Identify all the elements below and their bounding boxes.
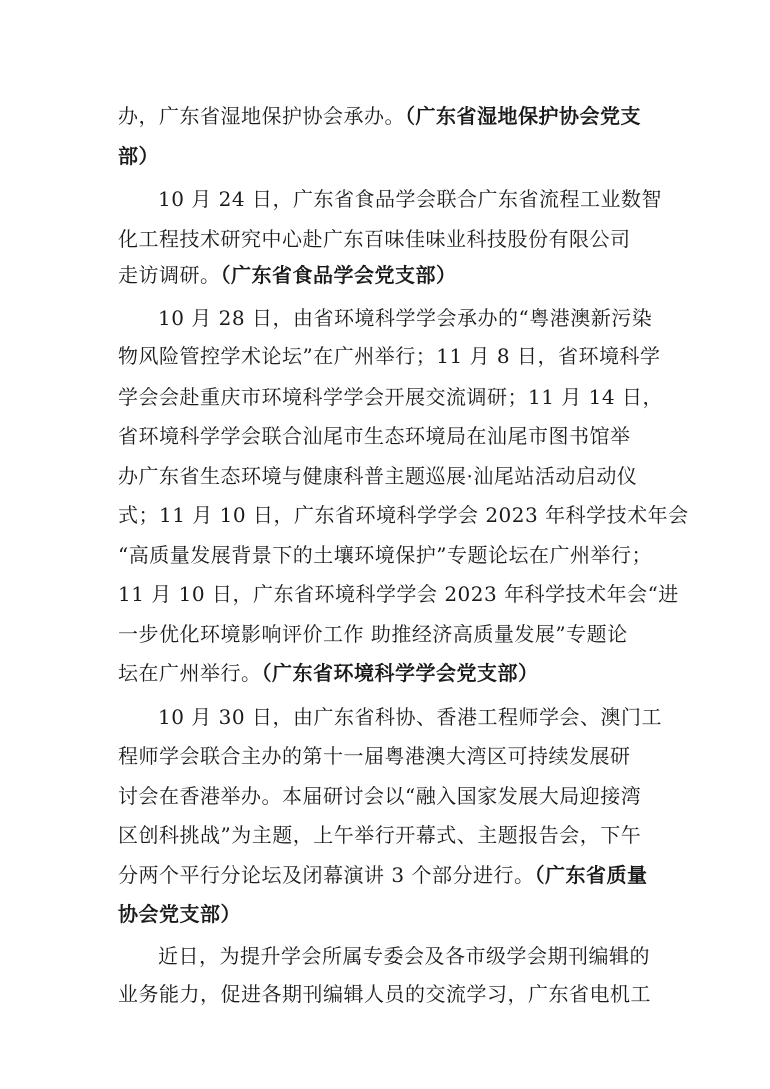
text-line: 省环境科学学会联合汕尾市生态环境局在汕尾市图书馆举 <box>118 424 631 448</box>
text-line: 学会会赴重庆市环境科学学会开展交流调研；11 月 14 日， <box>118 385 663 409</box>
source-note: 协会党支部） <box>118 902 241 926</box>
source-note: （广东省质量 <box>534 863 648 887</box>
text-line: 11 月 10 日，广东省环境科学学会 2023 年科学技术年会“进 <box>118 582 679 606</box>
text-line: 10 月 30 日，由广东省科协、香港工程师学会、澳门工 <box>158 705 662 729</box>
text-line: 走访调研。（广东省食品学会党支部） <box>118 263 457 287</box>
source-note: （广东省食品学会党支部） <box>220 263 457 287</box>
text-line: 坛在广州举行。（广东省环境科学学会党支部） <box>118 661 539 685</box>
source-note: （广东省环境科学学会党支部） <box>261 661 539 685</box>
text-line: 10 月 28 日，由省环境科学学会承办的“粤港澳新污染 <box>158 306 653 330</box>
text-line: 式；11 月 10 日，广东省环境科学学会 2023 年科学技术年会 <box>118 503 689 527</box>
text-line: 办，广东省湿地保护协会承办。（广东省湿地保护协会党支 <box>118 104 641 128</box>
source-note: 部） <box>118 144 159 168</box>
text-line: 区创科挑战”为主题，上午举行开幕式、主题报告会，下午 <box>118 823 642 847</box>
text-line: 10 月 24 日，广东省食品学会联合广东省流程工业数智 <box>158 187 662 211</box>
text-line: 办广东省生态环境与健康科普主题巡展·汕尾站活动启动仪 <box>118 464 638 488</box>
source-note: （广东省湿地保护协会党支 <box>405 104 641 128</box>
text-line <box>118 143 159 169</box>
text-line <box>118 901 241 927</box>
text-line: 讨会在香港举办。本届研讨会以“融入国家发展大局迎接湾 <box>118 784 642 808</box>
text-line: 化工程技术研究中心赴广东百味佳味业科技股份有限公司 <box>118 227 631 251</box>
text-line: 物风险管控学术论坛”在广州举行；11 月 8 日，省环境科学 <box>118 344 661 368</box>
text-line: 程师学会联合主办的第十一届粤港澳大湾区可持续发展研 <box>118 744 631 768</box>
text-line: “高质量发展背景下的土壤环境保护”专题论坛在广州举行； <box>118 543 652 567</box>
text-line: 业务能力，促进各期刊编辑人员的交流学习，广东省电机工 <box>118 982 651 1006</box>
text-line: 分两个平行分论坛及闭幕演讲 3 个部分进行。（广东省质量 <box>118 863 648 887</box>
text-line: 一步优化环境影响评价工作 助推经济高质量发展”专题论 <box>118 622 628 646</box>
text-line: 近日，为提升学会所属专委会及各市级学会期刊编辑的 <box>158 944 650 968</box>
